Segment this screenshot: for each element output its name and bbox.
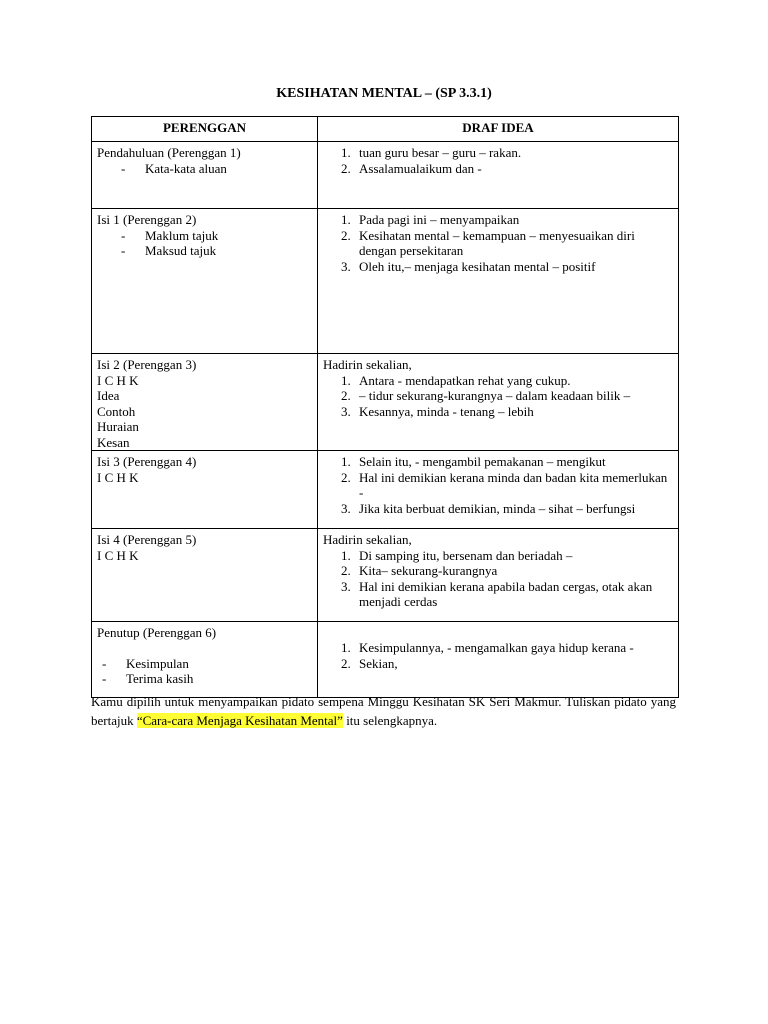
table-row bbox=[92, 142, 679, 209]
list-item: 3. Kesannya, minda - tenang – lebih bbox=[354, 404, 673, 420]
list-item: 2. Kesihatan mental – kemampuan – menyesuaikan diri dengan persekitaran bbox=[354, 228, 673, 259]
idea-list bbox=[323, 145, 673, 176]
instruction-paragraph bbox=[91, 692, 676, 730]
draf-idea-cell bbox=[318, 354, 679, 451]
list-item: 1. Antara - mendapatkan rehat yang cukup. bbox=[354, 373, 673, 389]
draf-idea-cell bbox=[318, 451, 679, 529]
perenggan-cell bbox=[92, 529, 318, 622]
perenggan-line: Isi 2 (Perenggan 3) bbox=[97, 357, 197, 372]
list-item: - Maksud tajuk bbox=[121, 243, 312, 259]
header-perenggan: PERENGGAN bbox=[92, 117, 318, 142]
perenggan-cell bbox=[92, 354, 318, 451]
perenggan-line: Huraian bbox=[97, 419, 139, 434]
perenggan-line: Penutup (Perenggan 6) bbox=[97, 625, 217, 640]
list-item: - Kesimpulan bbox=[102, 656, 312, 672]
list-item: 2. – tidur sekurang-kurangnya – dalam keadaan bilik – bbox=[354, 388, 673, 404]
draf-idea-cell bbox=[318, 142, 679, 209]
perenggan-line: Contoh bbox=[97, 403, 136, 419]
list-item: - Maklum tajuk bbox=[121, 228, 312, 244]
highlighted-topic: “Cara-cara Menjaga Kesihatan Mental” bbox=[136, 713, 343, 728]
perenggan-line: Isi 1 (Perenggan 2) bbox=[97, 212, 197, 227]
perenggan-cell bbox=[92, 209, 318, 354]
table-row bbox=[92, 354, 679, 451]
perenggan-line: Kesan bbox=[97, 434, 130, 450]
list-item: 1. tuan guru besar – guru – rakan. bbox=[354, 145, 673, 161]
list-item: 2. Kita– sekurang-kurangnya bbox=[354, 563, 673, 579]
perenggan-line: Isi 4 (Perenggan 5) bbox=[97, 532, 197, 547]
perenggan-cell bbox=[92, 142, 318, 209]
list-item: - Kata-kata aluan bbox=[121, 161, 312, 177]
list-item: 3. Jika kita berbuat demikian, minda – sihat – berfungsi bbox=[354, 501, 673, 517]
document-title: KESIHATAN MENTAL – (SP 3.3.1) bbox=[276, 86, 492, 101]
table-row bbox=[92, 451, 679, 529]
list-item: 2. Hal ini demikian kerana minda dan badan kita memerlukan - bbox=[354, 470, 673, 501]
list-item: 1. Di samping itu, bersenam dan beriadah – bbox=[354, 548, 673, 564]
perenggan-cell bbox=[92, 622, 318, 698]
list-item: 1. Selain itu, - mengambil pemakanan – mengikut bbox=[354, 454, 673, 470]
instruction-text: Kamu dipilih untuk menyampaikan pidato sempena Minggu Kesihatan SK Seri Makmur. Tuliskan pidato yang bertajuk bbox=[91, 694, 676, 728]
perenggan-line: Pendahuluan (Perenggan 1) bbox=[97, 145, 241, 160]
table-row bbox=[92, 622, 679, 698]
idea-intro: Hadirin sekalian, bbox=[323, 357, 412, 372]
list-item: 2. Assalamualaikum dan - bbox=[354, 161, 673, 177]
perenggan-line: I C H K bbox=[97, 547, 139, 563]
perenggan-bullets bbox=[97, 656, 312, 687]
list-item: 2. Sekian, bbox=[354, 656, 673, 672]
perenggan-bullets bbox=[97, 161, 312, 177]
table-header-row bbox=[92, 117, 679, 142]
idea-list bbox=[323, 548, 673, 610]
idea-list bbox=[323, 373, 673, 420]
perenggan-line: Idea bbox=[97, 388, 120, 403]
perenggan-line: I C H K bbox=[97, 469, 139, 485]
idea-list bbox=[323, 212, 673, 274]
idea-list bbox=[323, 454, 673, 516]
idea-list bbox=[323, 640, 673, 671]
list-item: - Terima kasih bbox=[102, 671, 312, 687]
perenggan-bullets bbox=[97, 228, 312, 259]
table-row bbox=[92, 529, 679, 622]
perenggan-line: I C H K bbox=[97, 372, 139, 388]
header-draf-idea: DRAF IDEA bbox=[318, 117, 679, 142]
idea-intro: Hadirin sekalian, bbox=[323, 532, 412, 547]
table-row bbox=[92, 209, 679, 354]
instruction-text-end: itu selengkapnya. bbox=[342, 713, 438, 728]
draf-idea-cell bbox=[318, 622, 679, 698]
perenggan-line: Isi 3 (Perenggan 4) bbox=[97, 454, 197, 469]
draf-idea-cell bbox=[318, 529, 679, 622]
idea-table bbox=[91, 116, 679, 698]
perenggan-cell bbox=[92, 451, 318, 529]
list-item: 1. Pada pagi ini – menyampaikan bbox=[354, 212, 673, 228]
list-item: 3. Oleh itu,– menjaga kesihatan mental – positif bbox=[354, 259, 673, 275]
draf-idea-cell bbox=[318, 209, 679, 354]
list-item: 3. Hal ini demikian kerana apabila badan cergas, otak akan menjadi cerdas bbox=[354, 579, 673, 610]
list-item: 1. Kesimpulannya, - mengamalkan gaya hidup kerana - bbox=[354, 640, 673, 656]
